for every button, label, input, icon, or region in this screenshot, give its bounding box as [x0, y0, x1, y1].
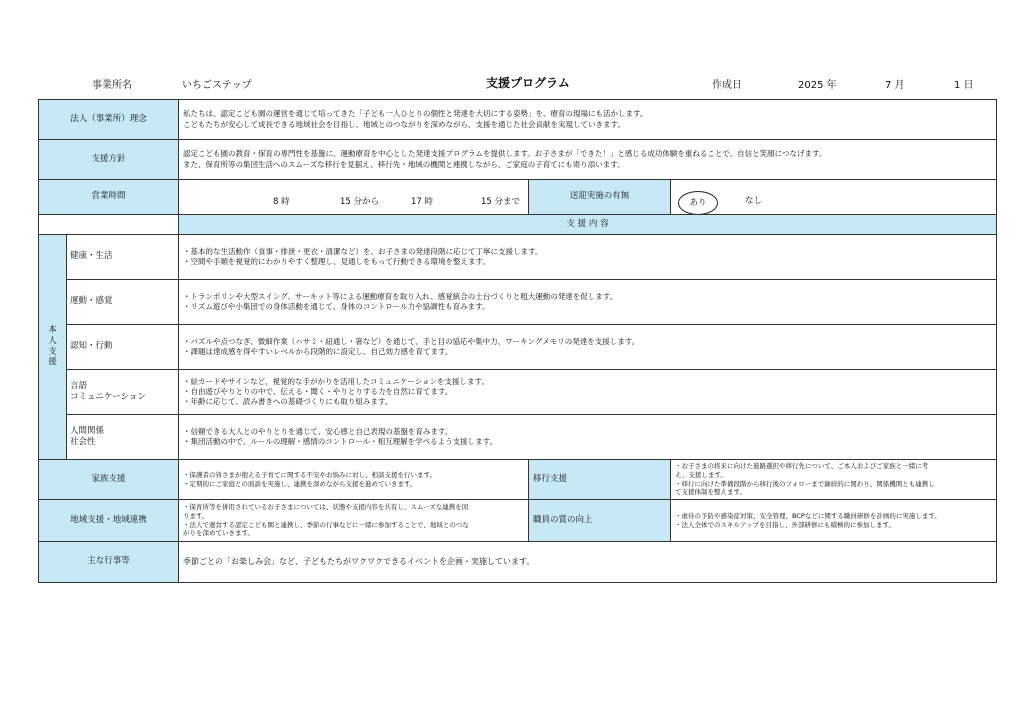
individual-row-cognition: [39, 325, 997, 370]
support-program-table: [38, 99, 997, 583]
events-row: [39, 542, 997, 583]
transition-label: 移行支援: [529, 460, 671, 500]
hours-row: [39, 180, 997, 215]
philosophy-label: 法人（事業所）理念: [39, 100, 179, 140]
language-text: ・絵カードやサインなど、視覚的な手がかりを活用したコミュニケーションを支援します。 ・自由遊びやりとりの中で、伝える・聞く・やりとりする力を自然に育てます。 ・年齢に応じて、読み書きへの基礎づくりにも取り組みます。: [179, 370, 997, 415]
community-label: 地域支援・地域連携: [39, 500, 179, 542]
created-label: 作成日: [712, 80, 742, 91]
family-label: 家族支援: [39, 460, 179, 500]
motor-text: ・トランポリンや大型スイング、サーキット等による運動療育を取り入れ、感覚統合の土台づくりと粗大運動の発達を促します。 ・リズム遊びや小集団での身体活動を通じて、身体のコントロール力や協調性も育みます。: [179, 280, 997, 325]
policy-label: 支援方針: [39, 140, 179, 180]
page-title: 支援プログラム: [486, 76, 570, 90]
health-text: ・基本的な生活動作（食事・排泄・更衣・清潔など）を、お子さまの発達段階に応じて丁寧に支援します。 ・空間や手順を視覚的にわかりやすく整理し、見通しをもって行動できる環境を整えます。: [179, 235, 997, 280]
created-year: 2025 年: [798, 80, 837, 91]
philosophy-text: 私たちは、認定こども園の運営を通じて培ってきた「子ども一人ひとりの個性と発達を大切にする姿勢」を、療育の現場にも活かします。 こどもたちが安心して成長できる地域社会を目指し、地域とのつながりを深めながら、支援を通じた社会貢献を実現していきます。: [179, 100, 997, 140]
hours-values: [179, 180, 529, 215]
community-text: ・保育所等を併用されているお子さまについては、状態や支援内容を共有し、スムーズな連携を図 ります。 ・法人で運営する認定こども園と連携し、季節の行事などに一緒に参加することで、地域とのつな がりを深めていきます。: [179, 500, 529, 542]
family-text: ・保護者の皆さまが抱える子育てに関する不安やお悩みに対し、相談支援を行います。 ・定期的にご家庭との面談を実施し、連携を深めながら支援を進めていきます。: [179, 460, 529, 500]
cognition-text: ・パズルや点つなぎ、微細作業（ハサミ・紐通し・箸など）を通じて、手と目の協応や集中力、ワーキングメモリの発達を支援します。 ・課題は達成感を得やすいレベルから段階的に設定し、自己効力感を育てます。: [179, 325, 997, 370]
transport-option-yes: あり: [678, 191, 718, 215]
philosophy-row: [39, 100, 997, 140]
office-label: 事業所名: [92, 80, 132, 91]
social-text: ・信頼できる大人とのやりとりを通じて、安心感と自己表現の基盤を育みます。 ・集団活動の中で、ルールの理解・感情のコントロール・相互理解を学べるよう支援します。: [179, 415, 997, 460]
individual-row-motor: [39, 280, 997, 325]
support-content-header: 支 援 内 容: [179, 215, 997, 235]
office-name: いちごステップ: [182, 80, 252, 91]
individual-row-health: [39, 235, 997, 280]
hours-end-hour: 17 時: [411, 197, 434, 207]
events-label: 主な行事等: [39, 542, 179, 583]
hours-start-hour: 8 時: [273, 197, 290, 207]
support-content-row: [39, 215, 997, 235]
social-label: 人間関係 社会性: [67, 415, 179, 460]
transport-label: 送迎実施の有無: [529, 180, 671, 215]
quality-text: ・虐待の予防や感染症対策、安全管理、BCPなどに関する職員研修を計画的に実施します。 ・法人全体でのスキルアップを目指し、外部研修にも積極的に参加します。: [671, 500, 997, 542]
events-text: 季節ごとの「お楽しみ会」など、子どもたちがワクワクできるイベントを企画・実施しています。: [179, 542, 997, 583]
cognition-label: 認知・行動: [67, 325, 179, 370]
hours-start-min: 15 分から: [340, 197, 380, 207]
transition-text: ・お子さまの将来に向けた進路選択や移行先について、ご本人およびご家族と一緒に考 え、支援します。 ・移行に向けた準備段階から移行後のフォローまで継続的に関わり、関係機関とも連携し て支援体制を整えます。: [671, 460, 997, 500]
policy-row: [39, 140, 997, 180]
hours-label: 営業時間: [39, 180, 179, 215]
individual-row-social: [39, 415, 997, 460]
individual-support-label: 本人支援: [39, 235, 67, 460]
community-quality-row: [39, 500, 997, 542]
language-label: 言語 コミュニケーション: [67, 370, 179, 415]
document-header: [40, 72, 996, 94]
motor-label: 運動・感覚: [67, 280, 179, 325]
support-content-spacer: [39, 215, 179, 235]
hours-end-min: 15 分まで: [481, 197, 521, 207]
transport-options: [671, 180, 997, 215]
policy-text: 認定こども園の教育・保育の専門性を基盤に、運動療育を中心とした発達支援プログラムを提供します。お子さまが「できた！」と感じる成功体験を重ねることで、自信と笑顔につなげます。 また、保育所等の集団生活へのスムーズな移行を見据え、移行先・地域の機関と連携しながら、ご家庭の子育てにも寄り添います。: [179, 140, 997, 180]
quality-label: 職員の質の向上: [529, 500, 671, 542]
individual-row-language: [39, 370, 997, 415]
transport-option-no: なし: [745, 196, 763, 206]
created-month: 7 月: [885, 80, 905, 91]
created-day: 1 日: [954, 80, 974, 91]
family-transition-row: [39, 460, 997, 500]
health-label: 健康・生活: [67, 235, 179, 280]
